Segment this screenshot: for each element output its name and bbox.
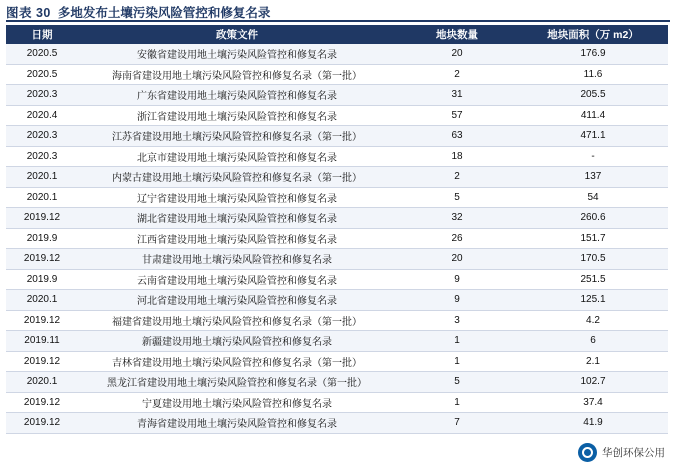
cell-plot-count: 57	[396, 105, 518, 126]
cell-plot-count: 7	[396, 413, 518, 434]
table-row	[6, 167, 668, 188]
circle-logo-icon	[578, 443, 597, 462]
table-row	[6, 310, 668, 331]
table-row	[6, 413, 668, 434]
cell-plot-area: 6	[518, 331, 668, 352]
cell-plot-area: 205.5	[518, 85, 668, 106]
table-row	[6, 146, 668, 167]
cell-date: 2020.3	[6, 85, 78, 106]
cell-plot-count: 2	[396, 167, 518, 188]
cell-plot-count: 5	[396, 187, 518, 208]
table-row	[6, 228, 668, 249]
table-row	[6, 331, 668, 352]
cell-date: 2020.4	[6, 105, 78, 126]
cell-document: 广东省建设用地土壤污染风险管控和修复名录	[78, 85, 396, 106]
cell-date: 2020.3	[6, 146, 78, 167]
cell-date: 2020.3	[6, 126, 78, 147]
cell-date: 2020.1	[6, 167, 78, 188]
cell-document: 内蒙古建设用地土壤污染风险管控和修复名录（第一批）	[78, 167, 396, 188]
cell-document: 浙江省建设用地土壤污染风险管控和修复名录	[78, 105, 396, 126]
cell-date: 2019.12	[6, 208, 78, 229]
cell-date: 2020.5	[6, 44, 78, 64]
cell-document: 海南省建设用地土壤污染风险管控和修复名录（第一批）	[78, 64, 396, 85]
cell-plot-area: 37.4	[518, 392, 668, 413]
table-row	[6, 351, 668, 372]
cell-plot-count: 32	[396, 208, 518, 229]
cell-date: 2020.1	[6, 290, 78, 311]
table-row	[6, 372, 668, 393]
cell-date: 2019.12	[6, 310, 78, 331]
watermark-label: 华创环保公用	[602, 447, 665, 459]
cell-plot-count: 9	[396, 290, 518, 311]
table-header-row	[6, 25, 668, 44]
table-row	[6, 105, 668, 126]
cell-date: 2020.1	[6, 187, 78, 208]
cell-document: 甘肃建设用地土壤污染风险管控和修复名录	[78, 249, 396, 270]
cell-document: 北京市建设用地土壤污染风险管控和修复名录	[78, 146, 396, 167]
cell-plot-count: 18	[396, 146, 518, 167]
cell-plot-area: 176.9	[518, 44, 668, 64]
cell-plot-count: 1	[396, 392, 518, 413]
cell-document: 江苏省建设用地土壤污染风险管控和修复名录（第一批）	[78, 126, 396, 147]
cell-document: 新疆建设用地土壤污染风险管控和修复名录	[78, 331, 396, 352]
table-row	[6, 85, 668, 106]
column-header-plot-count: 地块数量	[396, 25, 518, 44]
cell-plot-area: -	[518, 146, 668, 167]
cell-document: 宁夏建设用地土壤污染风险管控和修复名录	[78, 392, 396, 413]
cell-document: 河北省建设用地土壤污染风险管控和修复名录	[78, 290, 396, 311]
cell-document: 湖北省建设用地土壤污染风险管控和修复名录	[78, 208, 396, 229]
cell-plot-count: 3	[396, 310, 518, 331]
cell-date: 2019.12	[6, 392, 78, 413]
cell-plot-count: 20	[396, 249, 518, 270]
table-row	[6, 187, 668, 208]
cell-date: 2019.11	[6, 331, 78, 352]
cell-plot-count: 5	[396, 372, 518, 393]
cell-document: 黑龙江省建设用地土壤污染风险管控和修复名录（第一批）	[78, 372, 396, 393]
cell-plot-count: 1	[396, 351, 518, 372]
cell-plot-area: 102.7	[518, 372, 668, 393]
cell-date: 2019.12	[6, 351, 78, 372]
cell-document: 青海省建设用地土壤污染风险管控和修复名录	[78, 413, 396, 434]
cell-plot-area: 137	[518, 167, 668, 188]
figure-title: 多地发布土壤污染风险管控和修复名录	[57, 6, 271, 20]
cell-plot-area: 2.1	[518, 351, 668, 372]
title-divider	[6, 20, 670, 22]
table-row	[6, 269, 668, 290]
table-row	[6, 126, 668, 147]
cell-document: 辽宁省建设用地土壤污染风险管控和修复名录	[78, 187, 396, 208]
cell-plot-area: 125.1	[518, 290, 668, 311]
table-row	[6, 249, 668, 270]
policy-table	[6, 25, 668, 434]
column-header-document: 政策文件	[78, 25, 396, 44]
cell-plot-count: 31	[396, 85, 518, 106]
column-header-plot-area: 地块面积（万 m2）	[518, 25, 668, 44]
cell-plot-area: 260.6	[518, 208, 668, 229]
cell-plot-area: 251.5	[518, 269, 668, 290]
cell-plot-area: 41.9	[518, 413, 668, 434]
cell-plot-area: 11.6	[518, 64, 668, 85]
table-row	[6, 392, 668, 413]
cell-plot-area: 151.7	[518, 228, 668, 249]
cell-document: 安徽省建设用地土壤污染风险管控和修复名录	[78, 44, 396, 64]
cell-date: 2019.12	[6, 249, 78, 270]
cell-document: 吉林省建设用地土壤污染风险管控和修复名录（第一批）	[78, 351, 396, 372]
watermark	[575, 441, 668, 464]
cell-plot-count: 63	[396, 126, 518, 147]
cell-plot-area: 411.4	[518, 105, 668, 126]
cell-date: 2020.1	[6, 372, 78, 393]
table-body	[6, 44, 668, 433]
cell-date: 2019.9	[6, 269, 78, 290]
figure-number: 图表 30	[6, 6, 51, 20]
cell-plot-count: 1	[396, 331, 518, 352]
cell-plot-count: 26	[396, 228, 518, 249]
cell-plot-area: 4.2	[518, 310, 668, 331]
cell-document: 云南省建设用地土壤污染风险管控和修复名录	[78, 269, 396, 290]
cell-plot-count: 2	[396, 64, 518, 85]
cell-document: 江西省建设用地土壤污染风险管控和修复名录	[78, 228, 396, 249]
table-row	[6, 290, 668, 311]
cell-date: 2020.5	[6, 64, 78, 85]
table-row	[6, 44, 668, 64]
column-header-date: 日期	[6, 25, 78, 44]
cell-plot-area: 54	[518, 187, 668, 208]
cell-plot-count: 20	[396, 44, 518, 64]
cell-date: 2019.12	[6, 413, 78, 434]
cell-document: 福建省建设用地土壤污染风险管控和修复名录（第一批）	[78, 310, 396, 331]
cell-plot-area: 170.5	[518, 249, 668, 270]
cell-date: 2019.9	[6, 228, 78, 249]
figure-title-bar	[0, 0, 676, 22]
cell-plot-count: 9	[396, 269, 518, 290]
table-row	[6, 64, 668, 85]
cell-plot-area: 471.1	[518, 126, 668, 147]
table-row	[6, 208, 668, 229]
